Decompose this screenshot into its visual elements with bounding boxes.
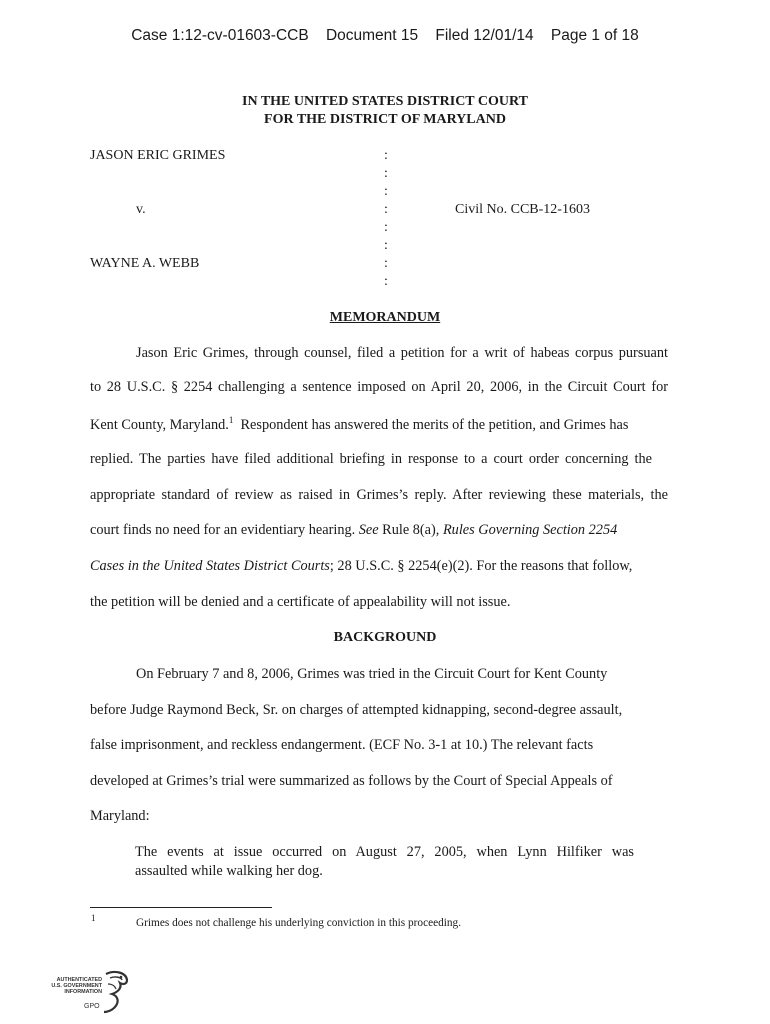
caption-colon: : (384, 148, 388, 163)
document-number: Document 15 (325, 27, 419, 44)
case-number: Case 1:12-cv-01603-CCB (131, 27, 309, 44)
memorandum-title: MEMORANDUM (329, 310, 441, 325)
body-line: On February 7 and 8, 2006, Grimes was tried in the Circuit Court for Kent County (136, 666, 608, 682)
footnote-reference: 1 (228, 415, 234, 425)
versus: v. (136, 202, 146, 217)
caption-colon: : (384, 256, 388, 271)
petitioner-name: JASON ERIC GRIMES (90, 148, 226, 163)
seal-gpo: GPO (84, 1003, 100, 1010)
seal-text (44, 977, 102, 996)
body-line: appropriate standard of review as raised in Grimes’s reply. After reviewing these materials, the (90, 487, 668, 503)
block-quote-line: assaulted while walking her dog. (135, 863, 323, 879)
caption-colon: : (384, 184, 388, 199)
footnote-text: Grimes does not challenge his underlying conviction in this proceeding. (136, 917, 462, 929)
body-line: before Judge Raymond Beck, Sr. on charges of attempted kidnapping, second-degree assault, (90, 702, 623, 718)
footnote-divider (90, 907, 272, 908)
citation-title: Rules Governing Section 2254 (442, 522, 618, 538)
body-text: Kent County, Maryland. (90, 417, 229, 433)
caption-colon: : (384, 202, 388, 217)
footnote-number: 1 (91, 913, 96, 923)
eagle-icon (100, 970, 130, 1014)
citation-title: Cases in the United States District Courts (90, 558, 330, 574)
citation-signal: See (358, 522, 379, 538)
seal-line: INFORMATION (64, 989, 102, 996)
court-heading-line1: IN THE UNITED STATES DISTRICT COURT (242, 94, 528, 109)
seal-line: AUTHENTICATED (56, 977, 102, 983)
body-line: developed at Grimes’s trial were summarized as follows by the Court of Special Appeals of (90, 773, 613, 789)
court-heading-line2: FOR THE DISTRICT OF MARYLAND (264, 112, 506, 127)
background-title: BACKGROUND (333, 630, 437, 645)
body-line: to 28 U.S.C. § 2254 challenging a sentence imposed on April 20, 2006, in the Circuit Court for (90, 379, 668, 395)
caption-colon: : (384, 220, 388, 235)
body-line (90, 415, 628, 434)
block-quote-line: The events at issue occurred on August 27, 2005, when Lynn Hilfiker was (135, 844, 634, 860)
body-line: false imprisonment, and reckless endangerment. (ECF No. 3-1 at 10.) The relevant facts (90, 737, 594, 753)
body-text: Rule 8(a), (378, 522, 443, 538)
filed-date: Filed 12/01/14 (435, 27, 534, 44)
body-text: ; 28 U.S.C. § 2254(e)(2). For the reasons that follow, (329, 558, 633, 574)
body-line: Jason Eric Grimes, through counsel, filed a petition for a writ of habeas corpus pursuant (136, 345, 668, 361)
seal-line: U.S. GOVERNMENT (51, 983, 102, 990)
body-line: Maryland: (90, 808, 150, 824)
body-text: Respondent has answered the merits of the petition, and Grimes has (240, 417, 629, 433)
respondent-name: WAYNE A. WEBB (90, 256, 200, 271)
page-header (0, 27, 770, 45)
gpo-authentication-seal (44, 970, 130, 1016)
body-line (90, 522, 617, 539)
body-line (90, 558, 632, 575)
body-text: court finds no need for an evidentiary hearing. (90, 522, 359, 538)
caption-colon: : (384, 274, 388, 289)
caption-colon: : (384, 238, 388, 253)
civil-number: Civil No. CCB-12-1603 (455, 202, 590, 217)
page-indicator: Page 1 of 18 (550, 27, 639, 44)
body-line: the petition will be denied and a certificate of appealability will not issue. (90, 594, 511, 610)
body-line: replied. The parties have filed additional briefing in response to a court order concerning the (90, 451, 652, 467)
caption-colon: : (384, 166, 388, 181)
